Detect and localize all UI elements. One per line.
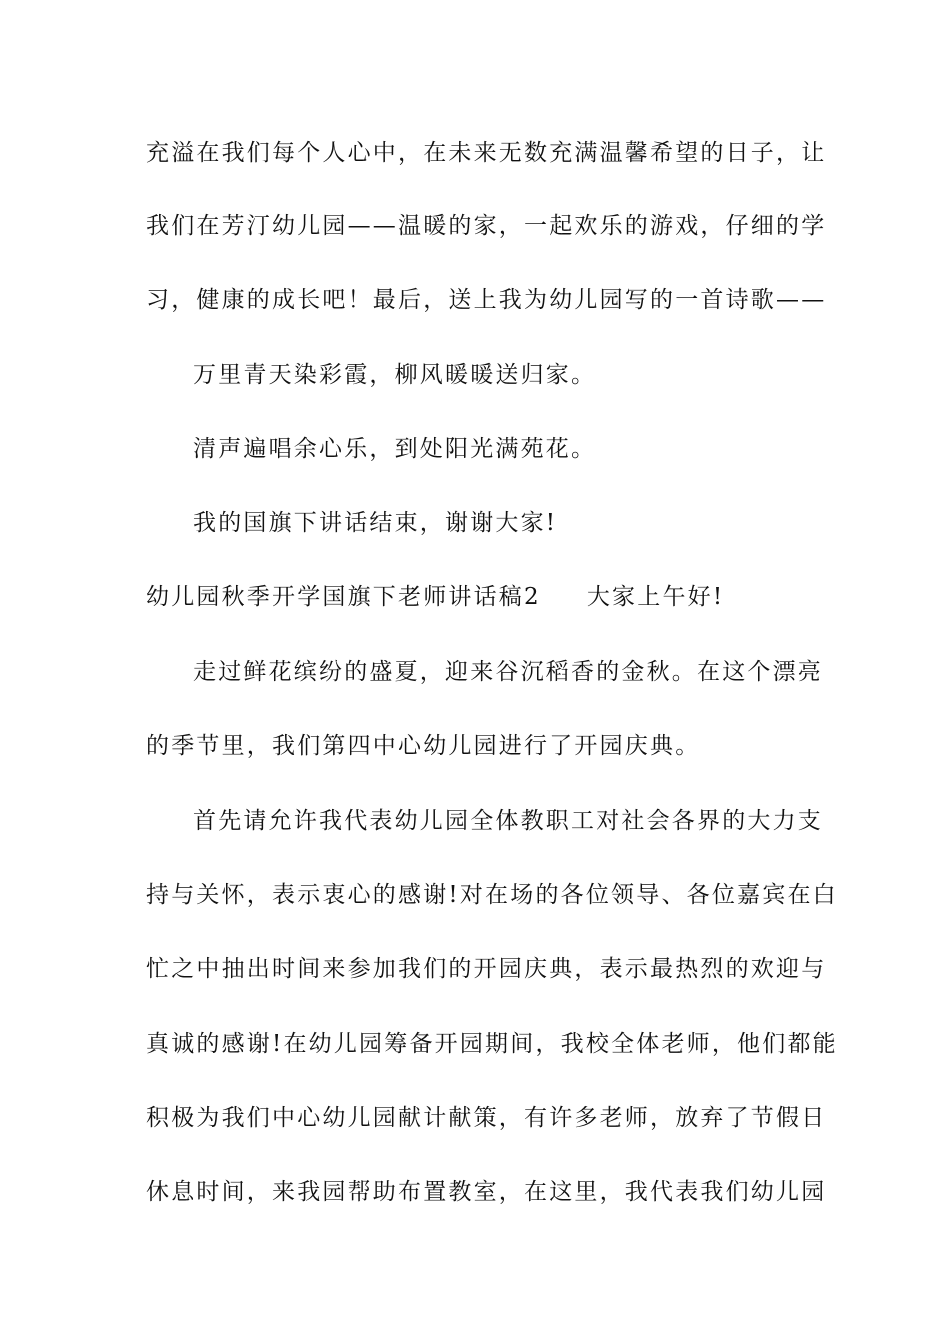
section-heading <box>146 582 816 612</box>
paragraph-line: 走过鲜花缤纷的盛夏，迎来谷沉稻香的金秋。在这个漂亮 <box>193 659 823 685</box>
paragraph-line: 我们在芳汀幼儿园——温暖的家，一起欢乐的游戏，仔细的学 <box>146 213 827 239</box>
paragraph-line: 休息时间，来我园帮助布置教室，在这里，我代表我们幼儿园 <box>146 1179 827 1205</box>
paragraph-line: 的季节里，我们第四中心幼儿园进行了开园庆典。 <box>146 733 701 759</box>
paragraph-line: 积极为我们中心幼儿园献计献策，有许多老师，放弃了节假日 <box>146 1105 827 1131</box>
poem-line: 清声遍唱余心乐，到处阳光满苑花。 <box>193 436 597 462</box>
paragraph-line: 首先请允许我代表幼儿园全体教职工对社会各界的大力支 <box>193 808 823 834</box>
paragraph-line: 充溢在我们每个人心中，在未来无数充满温馨希望的日子，让 <box>146 140 827 166</box>
closing-line: 我的国旗下讲话结束，谢谢大家! <box>193 510 558 536</box>
paragraph-line: 习，健康的成长吧！最后，送上我为幼儿园写的一首诗歌—— <box>146 287 827 313</box>
paragraph-line: 忙之中抽出时间来参加我们的开园庆典，表示最热烈的欢迎与 <box>146 956 827 982</box>
section-title: 幼儿园秋季开学国旗下老师讲话稿2 <box>146 584 541 610</box>
paragraph-line: 真诚的感谢!在幼儿园筹备开园期间，我校全体老师，他们都能 <box>146 1031 838 1057</box>
section-greeting: 大家上午好! <box>586 584 725 610</box>
poem-line: 万里青天染彩霞，柳风暖暖送归家。 <box>193 362 597 388</box>
paragraph-line: 持与关怀，表示衷心的感谢!对在场的各位领导、各位嘉宾在白 <box>146 882 838 908</box>
